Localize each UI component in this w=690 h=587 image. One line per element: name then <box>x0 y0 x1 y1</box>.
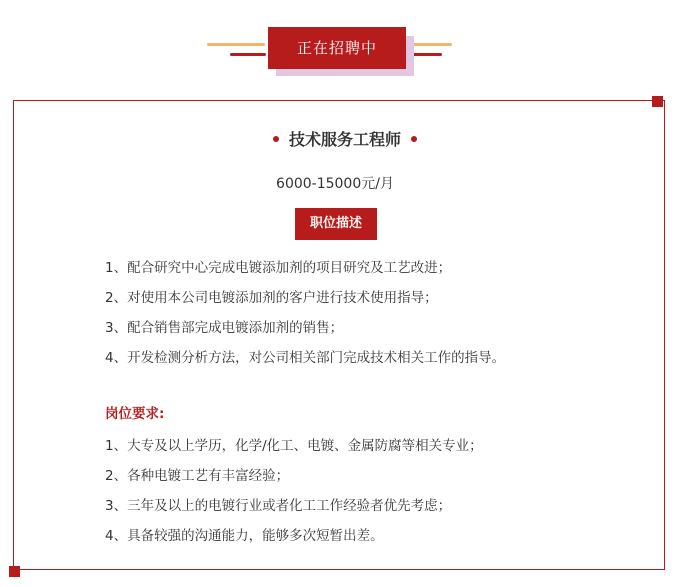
list-item: 2、对使用本公司电镀添加剂的客户进行技术使用指导； <box>105 290 438 306</box>
job-description-badge: 职位描述 <box>295 208 377 240</box>
list-item: 3、三年及以上的电镀行业或者化工工作经验者优先考虑； <box>105 498 452 514</box>
salary-text: 6000-15000元/月 <box>276 176 394 192</box>
bullet-dot-icon <box>273 136 279 142</box>
list-item: 1、配合研究中心完成电镀添加剂的项目研究及工艺改进； <box>105 260 452 276</box>
card-corner-square <box>9 566 20 577</box>
list-item: 4、具备较强的沟通能力，能够多次短暂出差。 <box>105 528 384 544</box>
list-item: 1、大专及以上学历，化学/化工、电镀、金属防腐等相关专业； <box>105 438 483 454</box>
banner-title: 正在招聘中 <box>268 27 406 69</box>
header-banner <box>0 0 690 80</box>
job-title: 技术服务工程师 <box>288 130 401 149</box>
banner-decoration-line <box>207 43 265 46</box>
list-item: 3、配合销售部完成电镀添加剂的销售； <box>105 320 344 336</box>
requirements-heading: 岗位要求: <box>105 406 165 422</box>
card-corner-square <box>652 96 663 107</box>
list-item: 4、开发检测分析方法，对公司相关部门完成技术相关工作的指导。 <box>105 350 506 366</box>
job-title-row <box>0 128 690 152</box>
list-item: 2、各种电镀工艺有丰富经验； <box>105 468 290 484</box>
job-description-list <box>105 253 505 373</box>
bullet-dot-icon <box>411 136 417 142</box>
requirements-list <box>105 431 483 551</box>
banner-decoration-line <box>230 53 266 56</box>
